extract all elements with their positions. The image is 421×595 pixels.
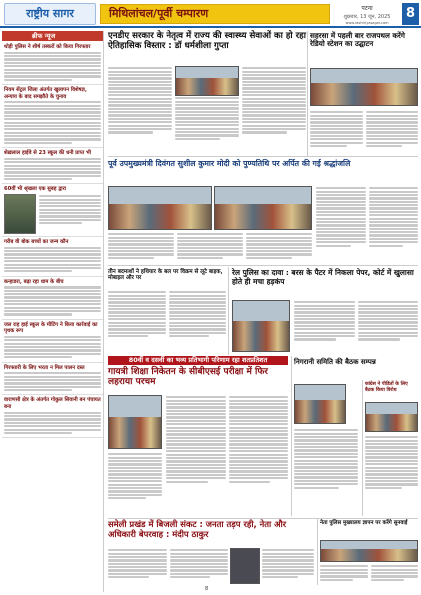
brief-item: वाराणसी क्षेत्र के अंतर्गत गोकुल सिवानी बन पंचायत बना xyxy=(2,396,103,438)
brief-item: गरीब वी बोक बच्चों का जन्म कौन xyxy=(2,238,103,277)
brief-item: कन्हाडरा, बढ़ा रहा धाम के बीच xyxy=(2,278,103,320)
article-headline: समेली प्रखंड में बिजली संकट : जनता तड़प रही, नेता और अधिकारी बेपरवाह : मंदीप ठाकुर xyxy=(108,519,287,539)
article-headline: पूर्व उपमुख्यमंत्री दिवंगत सुशील कुमार मोदी को पुण्यतिथि पर अर्पित की गई श्रद्धांजलि xyxy=(108,159,351,168)
page-number: 8 xyxy=(402,3,419,25)
article-headline: कांग्रेस ने पीडितों के लिए बैठक किया विरोध xyxy=(365,382,408,393)
brief-item: शेख़लाल हाईवे से 23 स्कूल की धनी प्राप्त भी xyxy=(2,149,103,184)
article-photo xyxy=(320,540,418,562)
article-body xyxy=(365,435,418,515)
article-body xyxy=(166,395,288,515)
article-body xyxy=(316,186,418,262)
brief-item: नियम सेंट्रल जिला अंतर्गत खुलापन विशेषज्ञ, अन्याय के बाद समझौते के चुनाव xyxy=(2,86,103,148)
article-body xyxy=(294,300,418,352)
website-url: www.rashtriyasagar.com xyxy=(345,21,389,25)
article-headline: निगरानी समिति की बैठक सम्पन्न xyxy=(294,358,376,366)
brief-news-column xyxy=(2,31,104,592)
article-headline: एनडीए सरकार के नेतृत्व में राज्य की स्वास्थ्य सेवाओं का हो रहा ऐतिहासिक विस्तार : डॉ धर्मशीला गुप्ता xyxy=(108,31,306,51)
article-body xyxy=(294,428,358,514)
article-headline: गायत्री शिक्षा निकेतन के सीबीएसई परीक्षा में फिर लहराया परचम xyxy=(108,367,268,388)
brief-item: जल राह हाई स्कूल के मीटिंग ने किया कार्रवाई का पृथक रूप xyxy=(2,321,103,363)
article-headline: सहरसा में पहली बार राजपथल करेंगे रेडियो स्टेशन का उद्घाटन xyxy=(310,31,405,49)
article-photo xyxy=(108,186,212,230)
result-banner: 80वीं व दसवीं का भव्य प्रतिभागी परिणाम रहा शतप्रतिशत xyxy=(108,356,288,365)
edition-date: शुक्रवार, 13 जून, 2025 xyxy=(343,14,391,20)
brief-photo xyxy=(4,194,36,234)
section-title: मिथिलांचल/पूर्वी चम्पारण xyxy=(100,4,330,24)
brief-news-heading: ब्रीफ न्यूज xyxy=(2,31,103,41)
article-photo xyxy=(310,68,418,106)
footer-page-number: 8 xyxy=(205,586,209,592)
article-headline: नेता पुलिस मुख्यालय ज्ञापन पर करेंगे सुनवाई xyxy=(320,520,408,526)
article-body xyxy=(108,232,312,262)
article-body xyxy=(108,452,162,515)
brief-item: थोड़ी पुलिस ने शीर्ष तस्करों को किया गिरफ्तार xyxy=(2,43,103,85)
article-headline: रेल पुलिस का दावा : बरस के पैटर में निकला पेपर, कोर्ट में खुलासा होते ही मचा हड़कंप xyxy=(232,268,414,286)
article-body xyxy=(310,110,418,155)
article-body xyxy=(262,548,314,584)
article-photo xyxy=(214,186,312,230)
portrait-photo xyxy=(230,548,260,584)
article-photo xyxy=(232,300,290,352)
article-photo xyxy=(108,395,162,449)
article-body xyxy=(108,66,306,152)
article-body xyxy=(108,548,228,584)
edition-city: पटना xyxy=(361,5,373,12)
article-photo xyxy=(175,66,239,96)
newspaper-logo: राष्ट्रीय सागर xyxy=(4,3,96,25)
brief-item: गिरफ्तारी के लिए भरता न मिल पालन दस्त xyxy=(2,364,103,396)
article-photo xyxy=(365,402,418,432)
article-headline: तीन बदमाशों ने हथियार के बल पर विक्रम से लूटे बाइक, मोबाइल और पर xyxy=(108,269,223,282)
article-photo xyxy=(294,384,346,424)
article-body xyxy=(320,564,418,584)
masthead xyxy=(0,0,421,28)
brief-item: 60वीं भी श्रृंखला एक सुबह द्वारा xyxy=(2,185,103,237)
article-body xyxy=(108,290,226,352)
